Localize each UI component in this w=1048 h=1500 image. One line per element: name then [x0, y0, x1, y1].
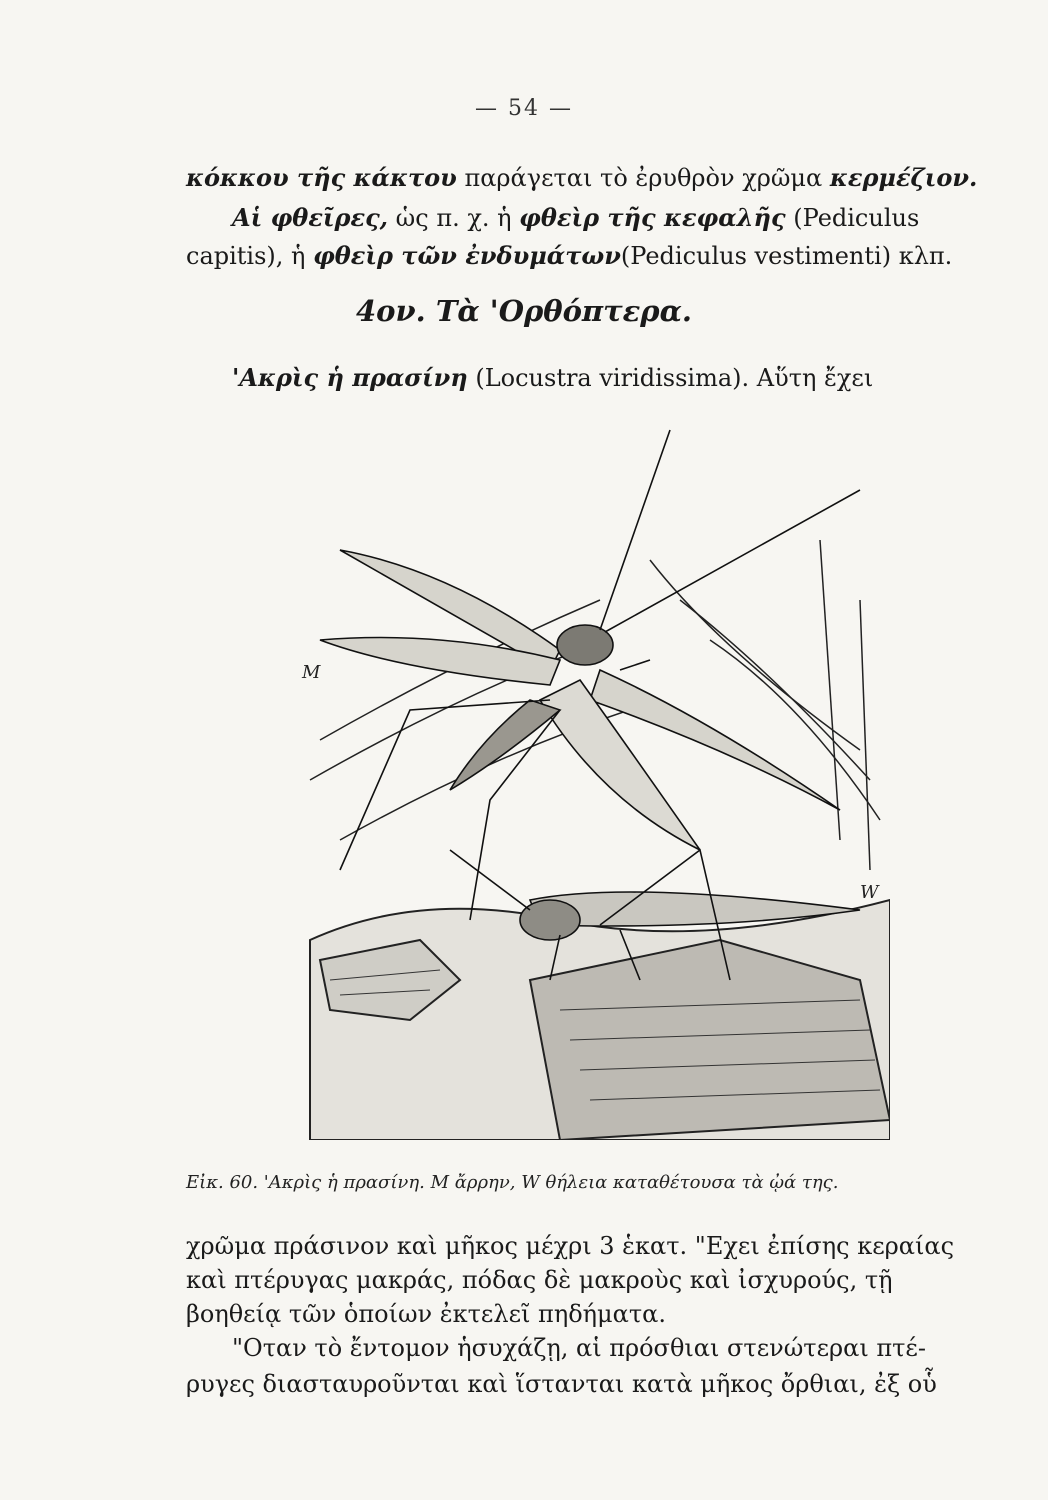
female-label: W [860, 882, 879, 903]
italic-term: κόκκου τῆς κάκτου [186, 163, 457, 192]
text-segment: (Pediculus [785, 204, 920, 232]
locust-illustration [300, 420, 890, 1140]
italic-term: φθεὶρ τῶν ἐνδυμάτων [313, 241, 621, 270]
text-segment: (Locustra viridissima). Αὕτη ἔχει [467, 364, 874, 392]
body-line-5: ρυγες διασταυροῦνται καὶ ἵστανται κατὰ μῆκος ὄρθιαι, ἐξ οὗ [186, 1370, 937, 1398]
body-line-2: καὶ πτέρυγας μακράς, πόδας δὲ μακροὺς καὶ ἰσχυρούς, τῇ [186, 1266, 893, 1294]
engraving-drawing [300, 420, 890, 1140]
text-line-2 [232, 200, 920, 236]
text-line-4 [232, 360, 872, 396]
italic-term: κερμέζιον. [829, 163, 978, 192]
figure-caption: Εἰκ. 60. 'Ακρὶς ἡ πρασίνη. M ἄρρην, W θήλεια καταθέτουσα τὰ ᾠά της. [186, 1172, 839, 1193]
text-segment: παράγεται τὸ ἐρυθρὸν χρῶμα [456, 164, 830, 192]
male-label: M [302, 662, 321, 683]
section-heading: 4ον. Τὰ 'Ορθόπτερα. [355, 294, 692, 328]
page-number: — 54 — [475, 96, 573, 121]
body-line-1: χρῶμα πράσινον καὶ μῆκος μέχρι 3 ἑκατ. "Εχει ἐπίσης κεραίας [186, 1232, 955, 1260]
italic-term: 'Ακρὶς ἡ πρασίνη [232, 363, 468, 392]
text-line-3 [186, 238, 953, 274]
italic-term: φθεὶρ τῆς κεφαλῆς [519, 203, 786, 232]
body-line-4: "Οταν τὸ ἔντομον ἡσυχάζῃ, αἱ πρόσθιαι στενώτεραι πτέ- [232, 1334, 926, 1362]
body-line-3: βοηθείᾳ τῶν ὁποίων ἐκτελεῖ πηδήματα. [186, 1300, 666, 1328]
italic-term: Αἱ φθεῖρες, [232, 203, 389, 232]
text-segment: (Pediculus vestimenti) κλπ. [620, 242, 953, 270]
text-line-1 [186, 160, 978, 196]
text-segment: ὡς π. χ. ἡ [388, 204, 520, 232]
text-segment: capitis), ἡ [186, 242, 314, 270]
male-locust [320, 430, 860, 920]
